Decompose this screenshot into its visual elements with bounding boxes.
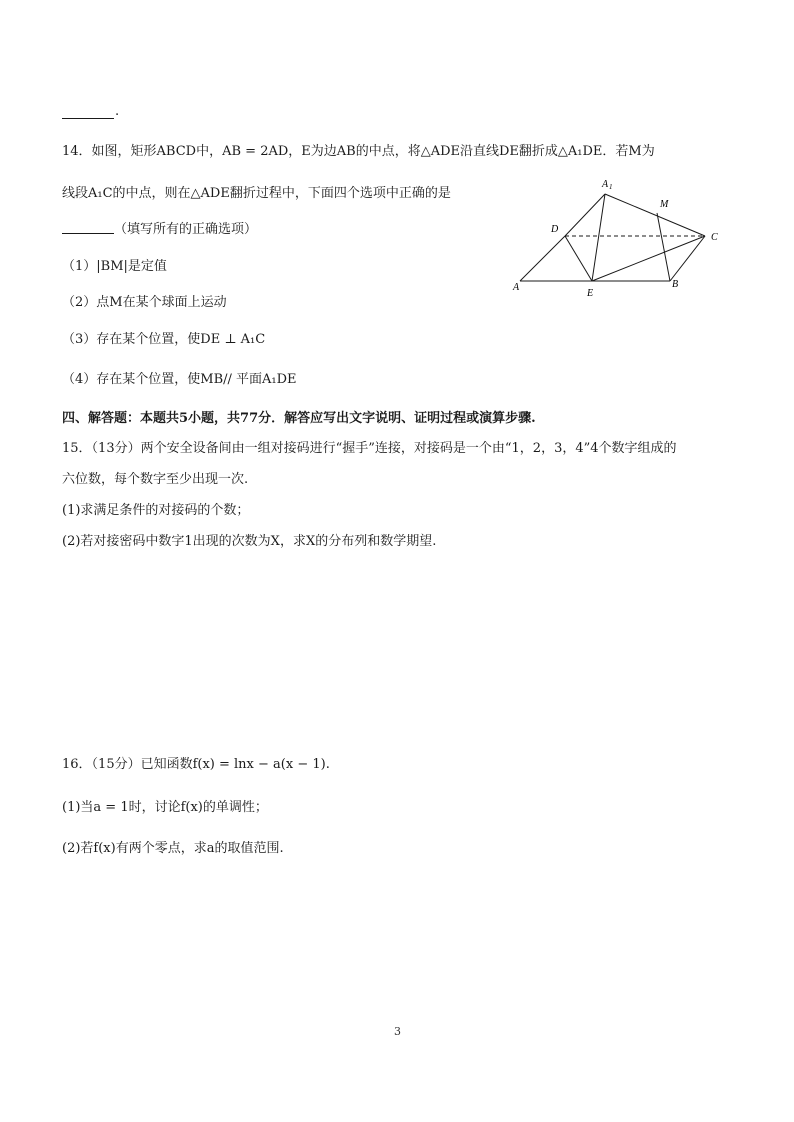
q16-part1: (1)当a = 1时，讨论f(x)的单调性； (62, 800, 268, 815)
folded-rectangle-figure (505, 172, 735, 302)
label-A: A (513, 282, 520, 293)
label-A1: A (602, 179, 609, 190)
edge-MB (657, 213, 670, 281)
q16-part2: (2)若f(x)有两个零点，求a的取值范围. (62, 841, 284, 856)
edge-A1D (565, 194, 605, 236)
q15-line1: 15．（13分）两个安全设备间由一组对接码进行“握手”连接，对接码是一个由“1，2，3，4”4个数字组成的 (62, 441, 677, 456)
q15-part2: (2)若对接密码中数字1出现的次数为X，求X的分布列和数学期望. (62, 534, 437, 549)
q15-line2: 六位数，每个数字至少出现一次. (62, 472, 249, 487)
answer-blank-14 (62, 233, 114, 234)
label-C: C (711, 232, 718, 243)
q14-line2: 线段A₁C的中点，则在△ADE翻折过程中，下面四个选项中正确的是 (62, 186, 451, 201)
q14-option-4: （4）存在某个位置，使MB// 平面A₁DE (62, 372, 297, 387)
label-A1-sub: 1 (609, 183, 613, 191)
label-D: D (551, 224, 559, 235)
blank-period: . (115, 104, 120, 119)
q14-option-3: （3）存在某个位置，使DE ⊥ A₁C (62, 332, 266, 347)
label-B: B (672, 279, 679, 290)
q16-line1: 16．（15分）已知函数f(x) = lnx − a(x − 1). (62, 757, 330, 772)
q14-line1: 14．如图，矩形ABCD中，AB = 2AD，E为边AB的中点，将△ADE沿直线DE翻折成△A₁DE．若M为 (62, 144, 655, 159)
page-number: 3 (394, 1025, 401, 1038)
answer-blank-13 (62, 118, 114, 119)
q15-part1: (1)求满足条件的对接码的个数； (62, 503, 250, 518)
q14-line3: （填写所有的正确选项） (114, 222, 258, 237)
label-M: M (660, 199, 669, 210)
label-E: E (587, 288, 594, 299)
edge-DE (565, 236, 592, 281)
section-4-heading: 四、解答题：本题共5小题，共77分．解答应写出文字说明、证明过程或演算步骤. (62, 411, 536, 426)
edge-A1E (592, 194, 605, 281)
q14-option-1: （1）|BM|是定值 (62, 259, 167, 274)
q14-option-2: （2）点M在某个球面上运动 (62, 295, 227, 310)
edge-A1C (605, 194, 705, 236)
edge-AD (520, 236, 565, 281)
